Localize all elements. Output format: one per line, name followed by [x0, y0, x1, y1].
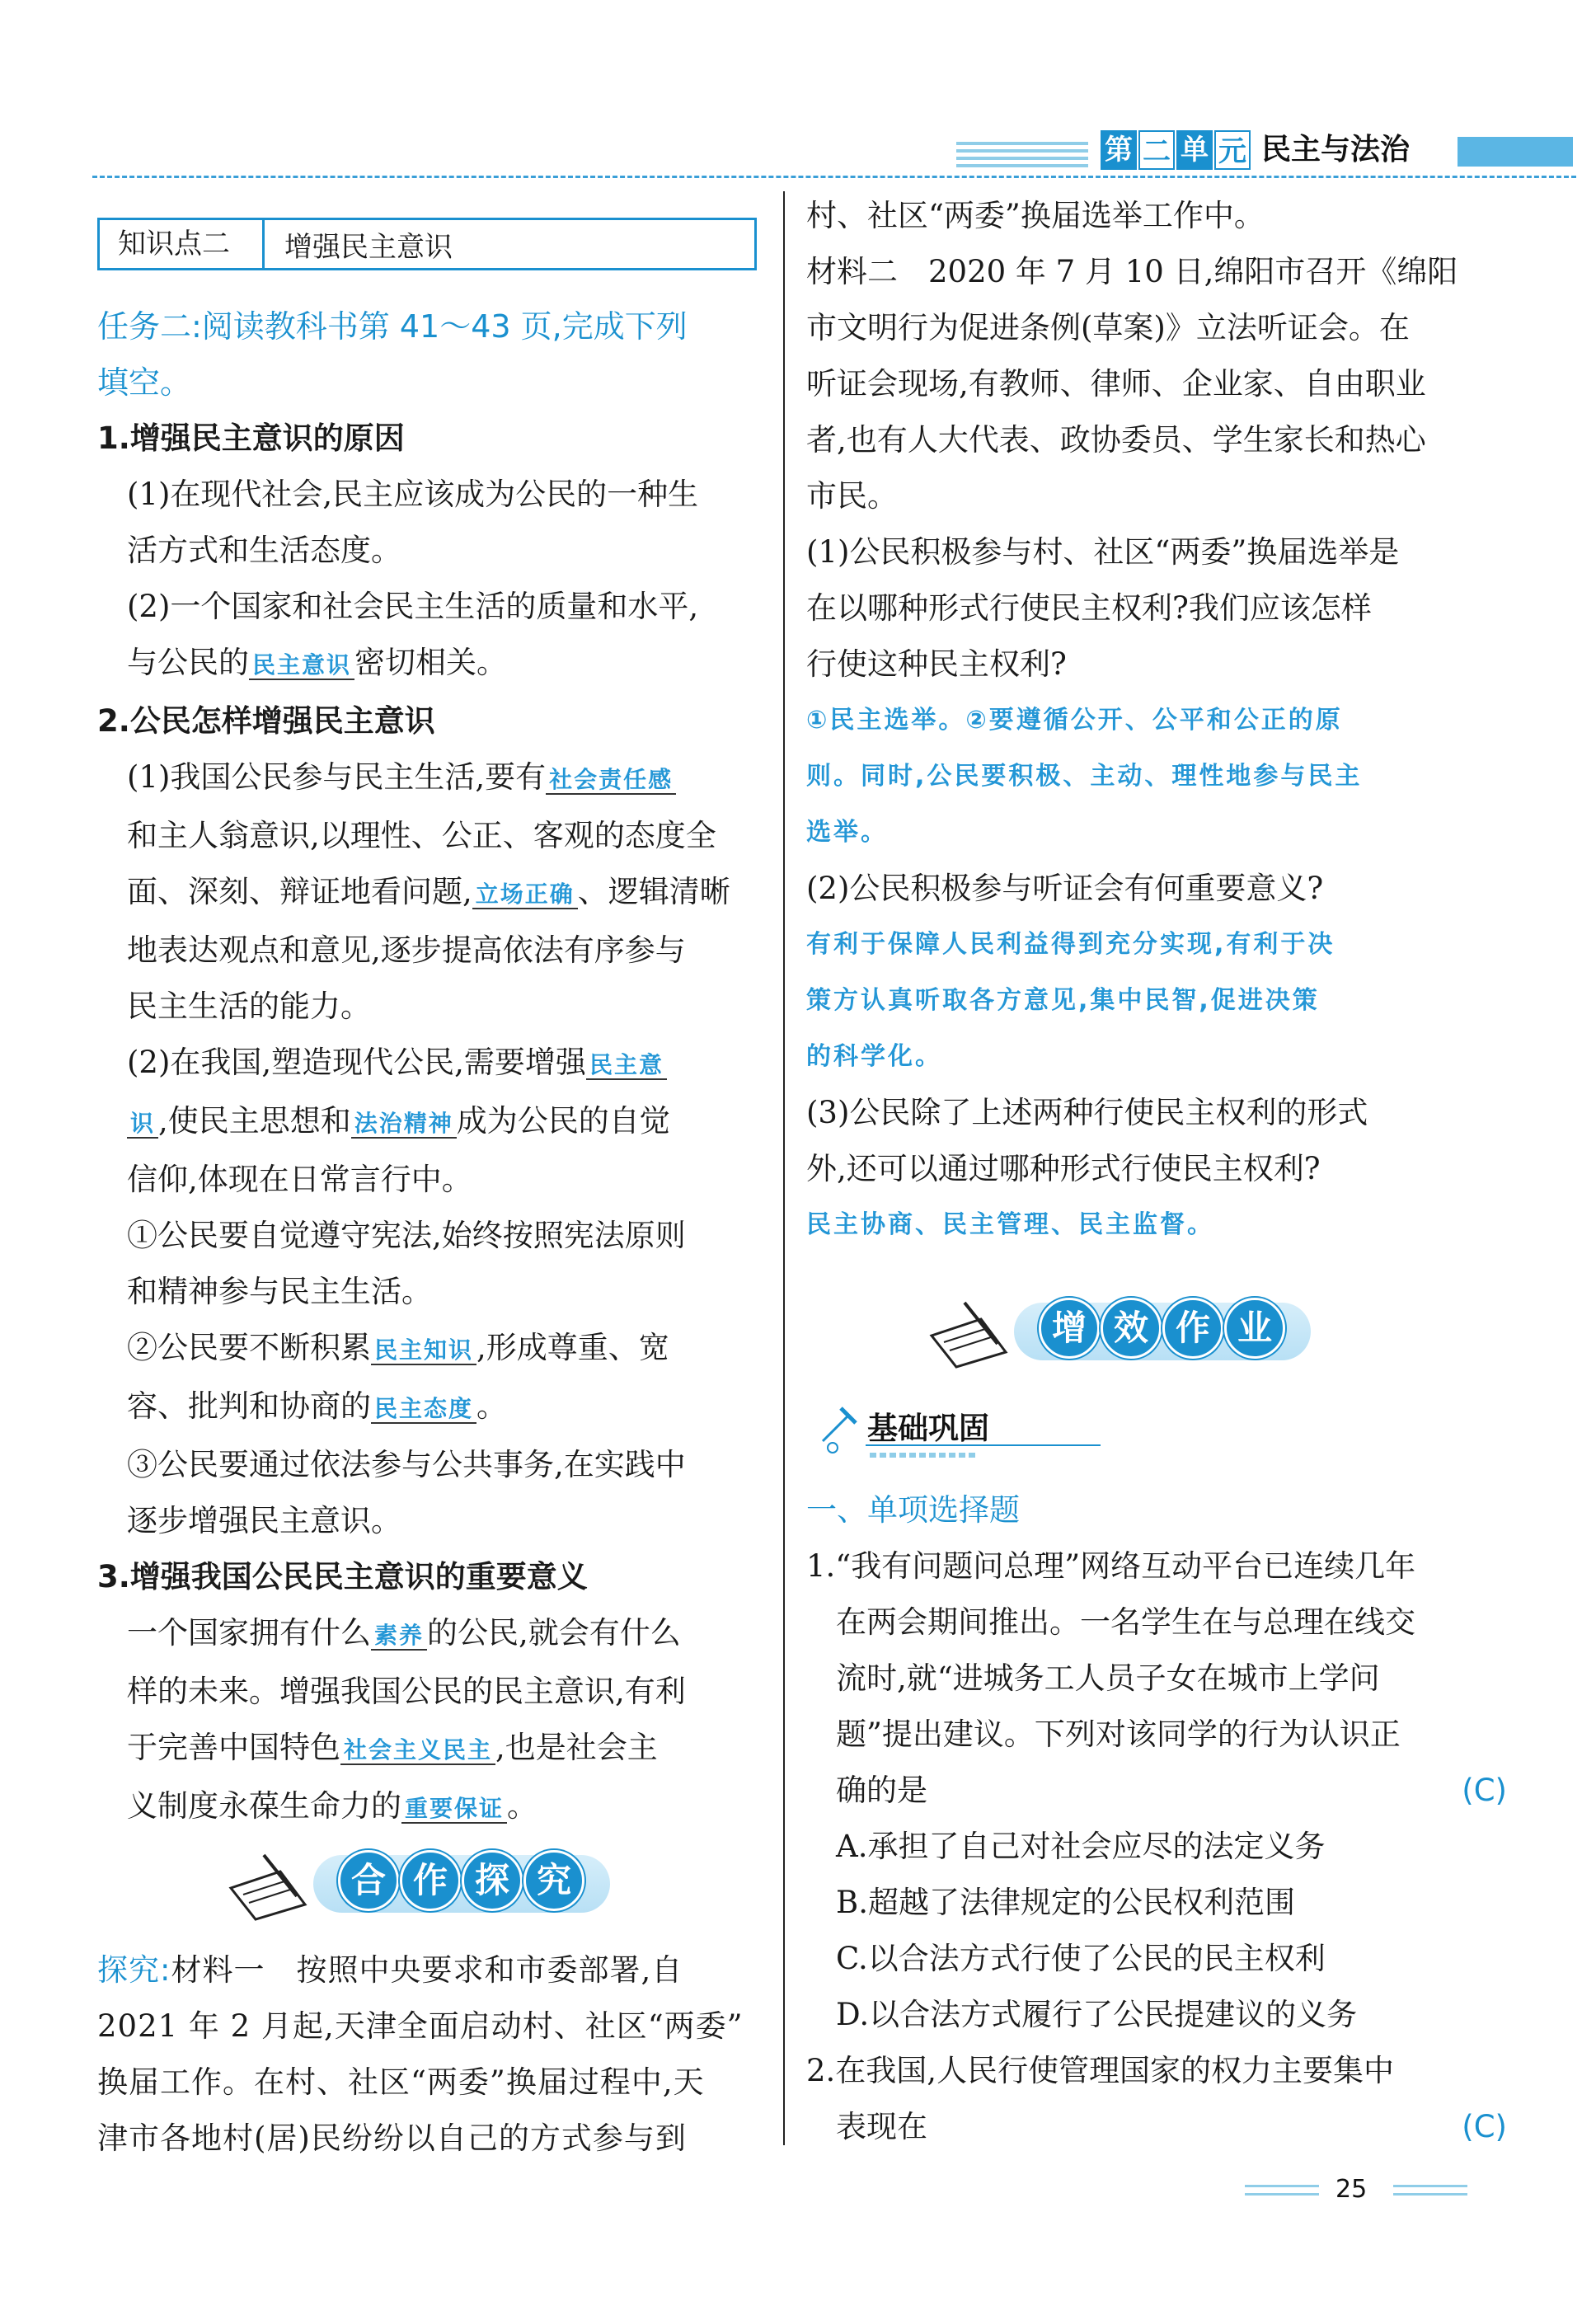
fill-answer: 民主意识 [249, 651, 354, 680]
section-banner-homework [915, 1294, 1344, 1369]
text: 义制度永葆生命力的 [127, 1788, 401, 1824]
banner-char: 合 [338, 1850, 399, 1911]
paragraph-line [97, 1778, 765, 1837]
paragraph-line: 信仰,体现在日常言行中。 [127, 1162, 472, 1197]
fill-answer: 社会责任感 [546, 766, 676, 795]
text: (1)我国公民参与民主生活,要有 [127, 759, 547, 795]
header-accent-bar [1458, 137, 1573, 167]
left-column-content [97, 298, 765, 1837]
title-underline [866, 1444, 1101, 1446]
paragraph-line: ③公民要通过依法参与公共事务,在实践中 [127, 1447, 686, 1482]
paragraph-line [97, 1378, 765, 1437]
question-line [806, 1763, 1565, 1819]
text: 一个国家拥有什么 [127, 1615, 371, 1651]
option-c: C.以合法方式行使了公民的民主权利 [836, 1941, 1326, 1976]
paragraph-line: 和主人翁意识,以理性、公正、客观的态度全 [127, 818, 716, 853]
banner-char: 探 [462, 1850, 523, 1911]
question-line: (1)公民积极参与村、社区“两委”换届选举是 [806, 534, 1400, 570]
fill-answer: 民主意 [586, 1051, 667, 1080]
unit-title: 民主与法治 [1261, 133, 1411, 167]
knowledge-point-label: 知识点二 [100, 220, 265, 268]
paragraph-line [97, 635, 765, 693]
paragraph-line [97, 1605, 765, 1664]
paragraph-line: 民主生活的能力。 [127, 989, 371, 1024]
unit-char: 第 [1101, 130, 1137, 170]
text: 容、批判和协商的 [127, 1388, 371, 1424]
paragraph-line: 听证会现场,有教师、律师、企业家、自由职业 [806, 366, 1426, 402]
question-line: 在以哪种形式行使民主权利?我们应该怎样 [806, 590, 1372, 626]
paragraph-line [97, 864, 765, 923]
answer-line: 民主协商、民主管理、民主监督。 [806, 1210, 1214, 1239]
paragraph-line [97, 1035, 765, 1093]
fill-answer: 重要保证 [401, 1795, 507, 1824]
paragraph-line: 者,也有人大代表、政协委员、学生家长和热心 [806, 422, 1426, 458]
answer-line: 策方认真听取各方意见,集中民智,促进决策 [806, 986, 1320, 1015]
paragraph-line [97, 749, 765, 808]
choice-questions [806, 1482, 1565, 2155]
title-dots [870, 1453, 977, 1458]
paragraph-line [97, 1320, 765, 1378]
question-line: (3)公民除了上述两种行使民主权利的形式 [806, 1095, 1368, 1130]
inquiry-material [97, 1942, 773, 2167]
paragraph-line [806, 244, 1565, 300]
text: 与公民的 [127, 645, 249, 680]
notebook-pen-icon [915, 1294, 1022, 1369]
banner-char: 究 [523, 1850, 584, 1911]
paragraph-line: 逐步增强民主意识。 [127, 1503, 401, 1538]
paragraph-line: 样的未来。增强我国公民的民主意识,有利 [127, 1674, 686, 1709]
question-line: 行使这种民主权利? [806, 646, 1067, 682]
question-line: (2)公民积极参与听证会有何重要意义? [806, 871, 1324, 906]
text: ,使民主思想和 [158, 1103, 351, 1139]
paragraph-line: (1)在现代社会,民主应该成为公民的一种生 [127, 477, 699, 512]
paragraph-line: 换届工作。在村、社区“两委”换届过程中,天 [97, 2064, 705, 2100]
basic-consolidation-title: 基础巩固 [867, 1411, 989, 1446]
question-line: 外,还可以通过哪种形式行使民主权利? [806, 1151, 1321, 1186]
question-line: 1.“我有问题问总理”网络互动平台已连续几年 [806, 1548, 1416, 1584]
fill-answer: 民主知识 [371, 1336, 476, 1365]
paragraph-line: 津市各地村(居)民纷纷以自己的方式参与到 [97, 2120, 687, 2156]
paragraph-line: ①公民要自觉遵守宪法,始终按照宪法原则 [127, 1218, 686, 1253]
text: 按照中央要求和市委部署,自 [265, 1952, 683, 1988]
right-column-content [806, 188, 1565, 1253]
material-label: 材料一 [171, 1952, 265, 1988]
column-divider [783, 191, 785, 2145]
banner-char: 效 [1101, 1298, 1162, 1359]
text: 成为公民的自觉 [456, 1103, 670, 1139]
answer-line: 选举。 [806, 818, 888, 847]
fill-answer: 社会主义民主 [340, 1736, 495, 1765]
task-instruction: 任务二:阅读教科书第 41～43 页,完成下列 [97, 308, 688, 345]
text: 面、深刻、辩证地看问题, [127, 874, 472, 909]
notebook-pen-icon [214, 1847, 322, 1921]
fill-answer: 立场正确 [472, 881, 578, 909]
paragraph-line: 活方式和生活态度。 [127, 533, 401, 568]
paragraph-line: (2)一个国家和社会民主生活的质量和水平, [127, 589, 699, 624]
banner-char: 业 [1224, 1298, 1285, 1359]
question-line: 在两会期间推出。一名学生在与总理在线交 [836, 1604, 1415, 1640]
unit-label [1101, 129, 1252, 171]
paragraph-line: 市文明行为促进条例(草案)》立法听证会。在 [806, 310, 1410, 345]
banner-char: 增 [1039, 1298, 1100, 1359]
text: 确的是 [836, 1773, 927, 1808]
fill-answer: 法治精神 [351, 1110, 457, 1139]
question-line: 流时,就“进城务工人员子女在城市上学问 [836, 1660, 1380, 1696]
banner-char: 作 [400, 1850, 461, 1911]
unit-char: 元 [1214, 130, 1251, 170]
section-banner-cooperative-inquiry [214, 1847, 643, 1921]
option-b: B.超越了法律规定的公民权利范围 [836, 1885, 1295, 1920]
material-label: 材料二 [806, 254, 898, 289]
text: 密切相关。 [354, 645, 508, 680]
question-line: 题”提出建议。下列对该同学的行为认识正 [836, 1717, 1401, 1752]
text: 表现在 [836, 2109, 927, 2144]
paragraph-line: 市民。 [806, 478, 898, 514]
page-number-line [1393, 2185, 1467, 2187]
question-line [806, 2099, 1565, 2155]
header-decoration-lines [956, 142, 1088, 175]
text: ,形成尊重、宽 [476, 1330, 669, 1365]
text: 于完善中国特色 [127, 1730, 340, 1765]
paragraph-line: 和精神参与民主生活。 [127, 1274, 432, 1309]
answer-line: 的科学化。 [806, 1042, 942, 1071]
answer-bracket: (C) [1462, 1773, 1507, 1808]
text: ,也是社会主 [495, 1730, 658, 1765]
section-heading: 3.增强我国公民民主意识的重要意义 [97, 1559, 588, 1594]
paragraph-line [97, 1093, 765, 1152]
knowledge-point-title: 增强民主意识 [284, 230, 453, 264]
answer-line: ①民主选举。②要遵循公开、公平和公正的原 [806, 706, 1343, 735]
knowledge-point-box [97, 218, 757, 270]
question-line: 2.在我国,人民行使管理国家的权力主要集中 [806, 2053, 1395, 2088]
page-number: 25 [1335, 2175, 1368, 2204]
text: ②公民要不断积累 [127, 1330, 371, 1365]
section-heading: 一、单项选择题 [806, 1492, 1020, 1528]
option-d: D.以合法方式履行了公民提建议的义务 [836, 1997, 1358, 2032]
text: 的公民,就会有什么 [427, 1615, 681, 1651]
page-number-line [1245, 2185, 1319, 2187]
text: 2020 年 7 月 10 日,绵阳市召开《绵阳 [898, 254, 1458, 289]
paragraph-line: 2021 年 2 月起,天津全面启动村、社区“两委” [97, 2008, 744, 2044]
paragraph-line: 地表达观点和意见,逐步提高依法有序参与 [127, 932, 686, 968]
answer-bracket: (C) [1462, 2109, 1507, 2144]
page-number-line [1245, 2193, 1319, 2196]
text: 。 [476, 1388, 508, 1424]
paragraph-line [97, 1942, 773, 1998]
inquiry-label: 探究: [97, 1952, 171, 1988]
answer-line: 有利于保障人民利益得到充分实现,有利于决 [806, 930, 1335, 959]
banner-char: 作 [1162, 1298, 1223, 1359]
page-number-line [1393, 2193, 1467, 2196]
fill-answer: 民主态度 [371, 1395, 476, 1424]
text: 、逻辑清晰 [577, 874, 730, 909]
header-divider [92, 176, 1576, 178]
unit-char: 二 [1138, 130, 1175, 170]
fill-answer: 识 [127, 1110, 158, 1139]
paragraph-line [97, 1720, 765, 1778]
section-heading: 1.增强民主意识的原因 [97, 420, 405, 456]
unit-char: 单 [1176, 130, 1213, 170]
paragraph-line: 村、社区“两委”换届选举工作中。 [806, 198, 1265, 233]
fill-answer: 素养 [371, 1622, 427, 1651]
text: 。 [507, 1788, 538, 1824]
option-a: A.承担了自己对社会应尽的法定义务 [836, 1829, 1326, 1864]
gavel-icon [816, 1402, 866, 1459]
task-instruction: 填空。 [97, 364, 192, 401]
section-heading: 2.公民怎样增强民主意识 [97, 703, 435, 739]
answer-line: 则。同时,公民要积极、主动、理性地参与民主 [806, 762, 1363, 791]
text: (2)在我国,塑造现代公民,需要增强 [127, 1045, 586, 1080]
